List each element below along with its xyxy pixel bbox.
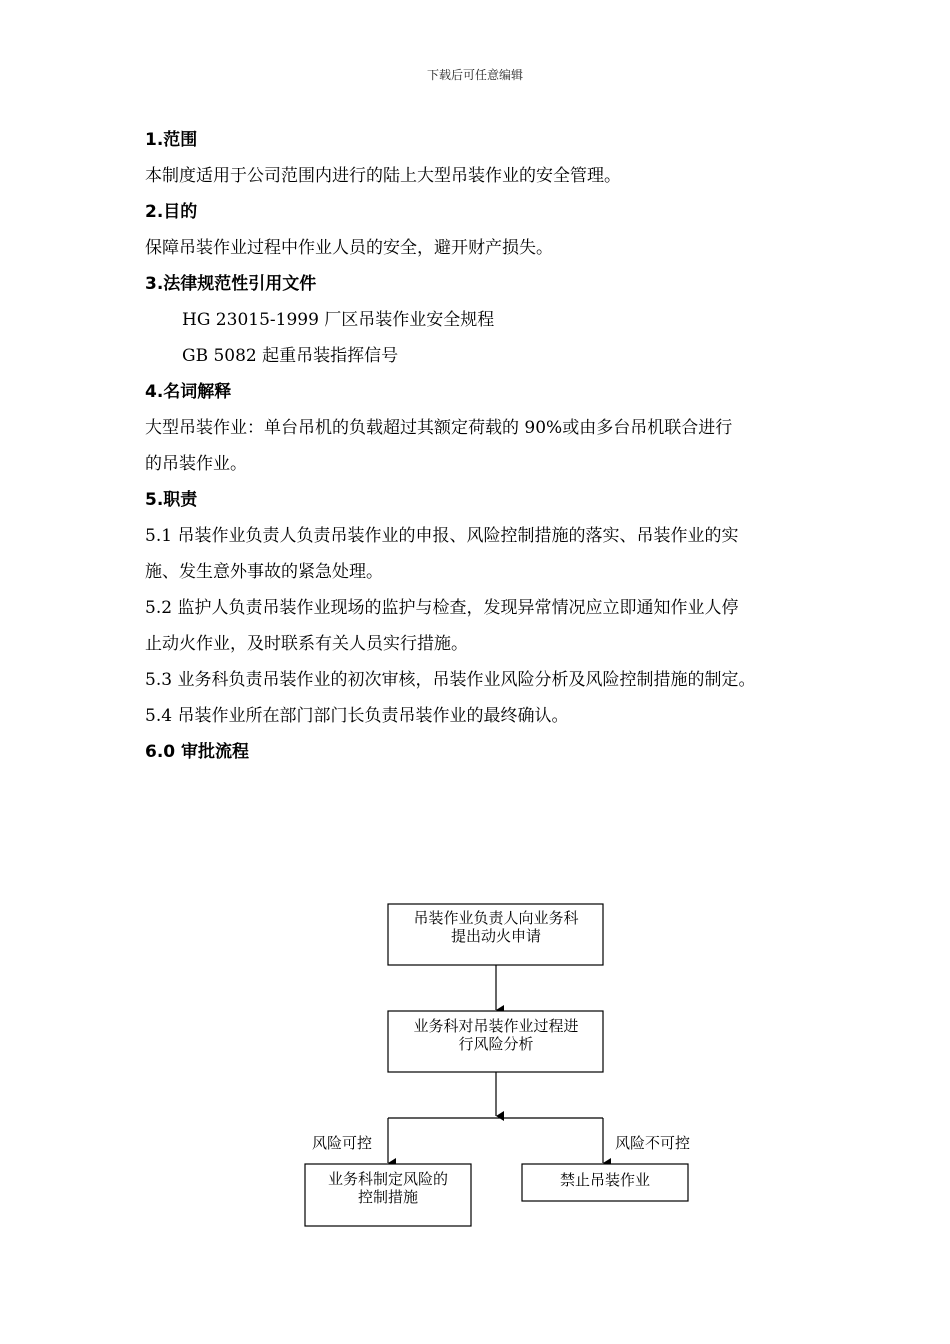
section-2-text: 保障吊装作业过程中作业人员的安全，避开财产损失。 <box>145 238 553 258</box>
section-5-title: 5.职责 <box>145 490 198 510</box>
section-5-2-line2: 止动火作业，及时联系有关人员实行措施。 <box>145 634 468 654</box>
reference-gb: GB 5082 起重吊装指挥信号 <box>182 346 399 366</box>
section-3-title: 3.法律规范性引用文件 <box>145 274 317 294</box>
flow-box-application-line2: 提出动火申请 <box>450 927 542 945</box>
section-4-text-line1: 大型吊装作业：单台吊机的负载超过其额定荷载的 90%或由多台吊机联合进行 <box>145 418 733 438</box>
section-5-4: 5.4 吊装作业所在部门部门长负责吊装作业的最终确认。 <box>145 706 569 726</box>
section-5-3: 5.3 业务科负责吊装作业的初次审核，吊装作业风险分析及风险控制措施的制定。 <box>145 670 756 690</box>
header-note: 下载后可任意编辑 <box>426 68 523 82</box>
flow-box-risk-analysis-line1: 业务科对吊装作业过程进 <box>413 1017 579 1035</box>
section-5-2-line1: 5.2 监护人负责吊装作业现场的监护与检查，发现异常情况应立即通知作业人停 <box>145 598 739 618</box>
section-6-title: 6.0 审批流程 <box>145 742 250 762</box>
section-4-title: 4.名词解释 <box>145 382 232 402</box>
section-5-1-line2: 施、发生意外事故的紧急处理。 <box>145 562 383 582</box>
flow-box-application-line1: 吊装作业负责人向业务科 <box>413 909 579 927</box>
flow-label-risk-controllable: 风险可控 <box>312 1134 373 1152</box>
flow-box-control-measures-line2: 控制措施 <box>357 1188 419 1206</box>
flow-box-prohibit-text: 禁止吊装作业 <box>559 1171 651 1189</box>
flow-box-control-measures-line1: 业务科制定风险的 <box>327 1170 449 1188</box>
section-2-title: 2.目的 <box>145 202 198 222</box>
section-5-1-line1: 5.1 吊装作业负责人负责吊装作业的申报、风险控制措施的落实、吊装作业的实 <box>145 526 739 546</box>
section-1-title: 1.范围 <box>145 130 198 150</box>
section-1-text: 本制度适用于公司范围内进行的陆上大型吊装作业的安全管理。 <box>145 166 621 186</box>
flow-label-risk-uncontrollable: 风险不可控 <box>615 1134 691 1152</box>
reference-hg: HG 23015-1999 厂区吊装作业安全规程 <box>182 310 495 330</box>
section-4-text-line2: 的吊装作业。 <box>145 454 247 474</box>
flow-box-risk-analysis-line2: 行风险分析 <box>458 1035 534 1053</box>
